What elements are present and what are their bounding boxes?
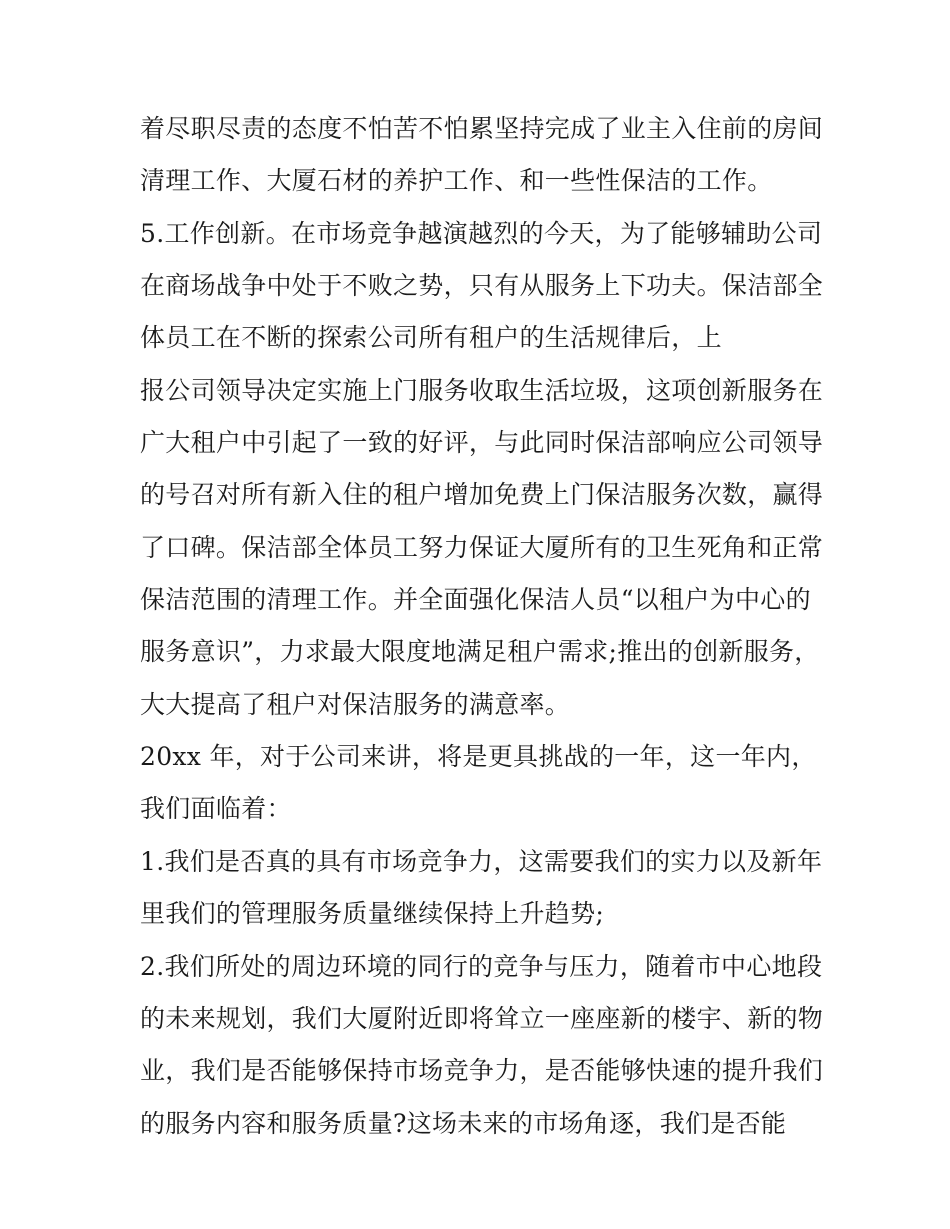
text-line: 里我们的管理服务质量继续保持上升趋势;	[140, 899, 605, 929]
document-body	[140, 103, 830, 1150]
text-line: 的号召对所有新入住的租户增加免费上门保洁服务次数，赢得	[140, 480, 824, 510]
text-line: 我们面临着：	[140, 794, 292, 824]
text-line: 业，我们是否能够保持市场竞争力，是否能够快速的提升我们	[140, 1056, 824, 1086]
text-line: 大大提高了租户对保洁服务的满意率。	[140, 689, 571, 719]
text-line: 报公司领导决定实施上门服务收取生活垃圾，这项创新服务在	[140, 375, 824, 405]
text-line: 在商场战争中处于不败之势，只有从服务上下功夫。保洁部全	[140, 271, 824, 301]
text-line: 的未来规划，我们大厦附近即将耸立一座座新的楼宇、新的物	[140, 1003, 824, 1033]
text-line: 着尽职尽责的态度不怕苦不怕累坚持完成了业主入住前的房间	[140, 114, 824, 143]
text-line: 广大租户中引起了一致的好评，与此同时保洁部响应公司领导	[140, 428, 824, 458]
text-line: 1.我们是否真的具有市场竞争力，这需要我们的实力以及新年	[140, 846, 823, 876]
text-line: 了口碑。保洁部全体员工努力保证大厦所有的卫生死角和正常	[140, 532, 824, 562]
text-line: 5.工作创新。在市场竞争越演越烈的今天，为了能够辅助公司	[140, 218, 823, 248]
text-line: 20xx 年，对于公司来讲，将是更具挑战的一年，这一年内，	[140, 742, 817, 772]
text-line: 的服务内容和服务质量?这场未来的市场角逐，我们是否能	[140, 1108, 787, 1138]
text-line: 体员工在不断的探索公司所有租户的生活规律后，上	[140, 323, 722, 353]
text-line: 服务意识”，力求最大限度地满足租户需求;推出的创新服务，	[140, 637, 820, 667]
text-line: 保洁范围的清理工作。并全面强化保洁人员“以租户为中心的	[140, 585, 811, 615]
text-line: 清理工作、大厦石材的养护工作、和一些性保洁的工作。	[140, 166, 773, 196]
text-line: 2.我们所处的周边环境的同行的竞争与压力，随着市中心地段	[140, 951, 823, 981]
